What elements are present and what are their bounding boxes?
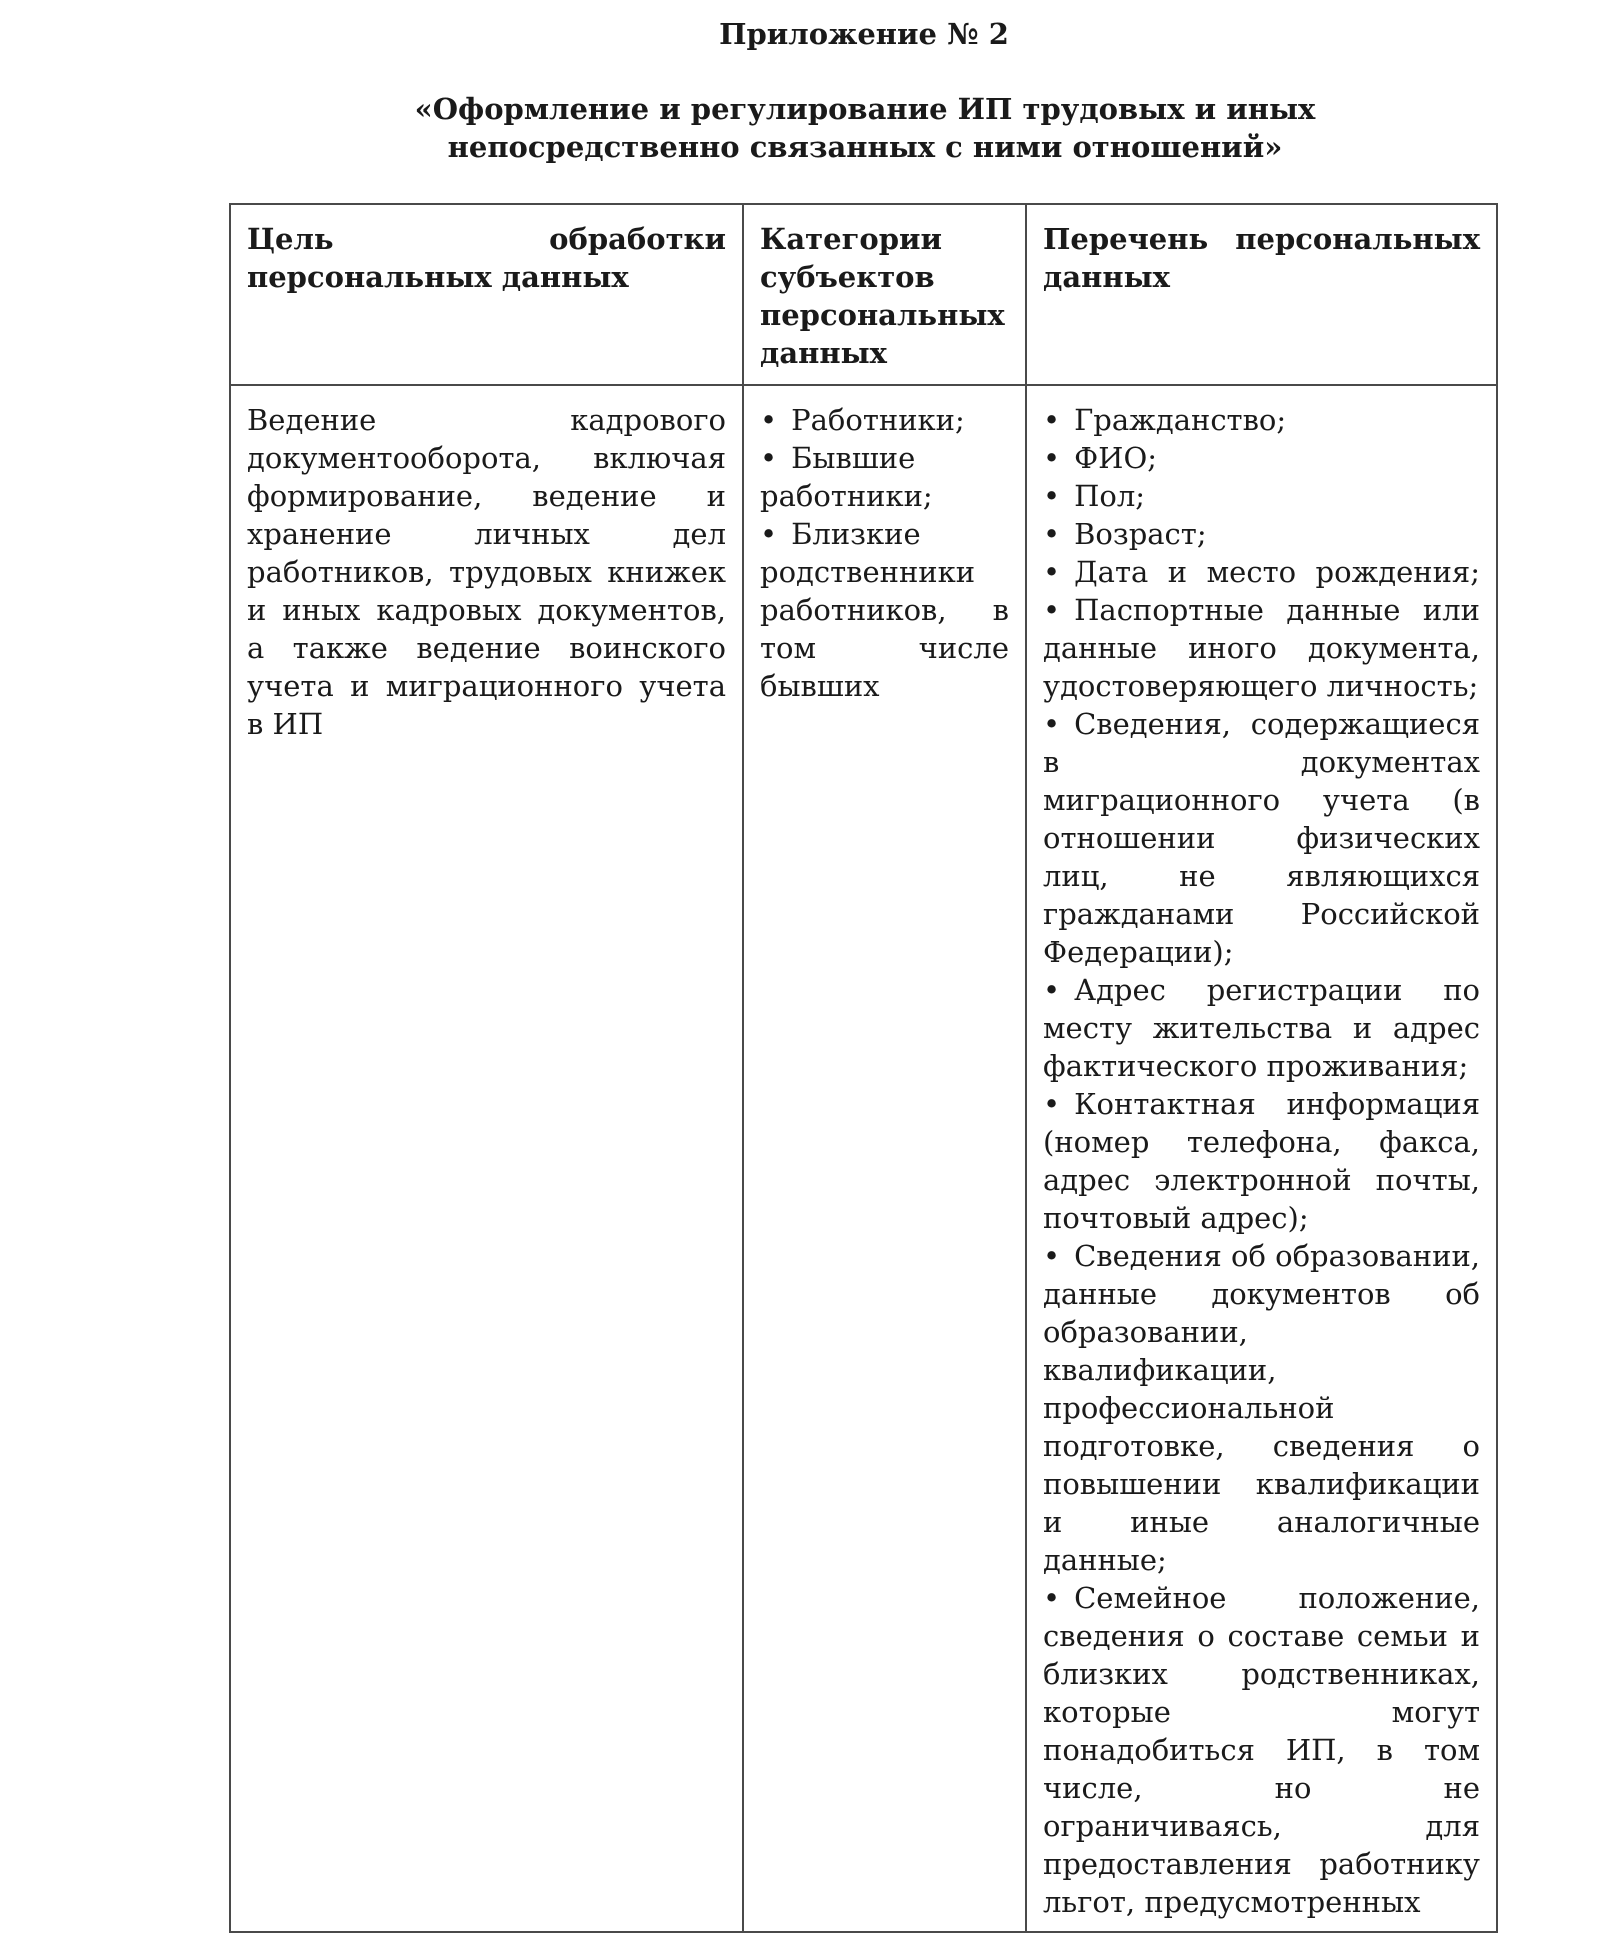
header-subjects: Категории субъектов персональных данных	[743, 204, 1026, 385]
bullet-icon: •	[1043, 593, 1061, 627]
list-item	[1043, 401, 1480, 439]
data-item-text: Дата и место рождения;	[1074, 555, 1480, 589]
list-item	[1043, 439, 1480, 477]
list-item	[1043, 477, 1480, 515]
data-item-text: Адрес регистрации по месту жительства и адрес фактического проживания;	[1043, 973, 1480, 1083]
list-item	[760, 515, 1009, 705]
subjects-list	[760, 401, 1009, 705]
personal-data-table	[229, 203, 1498, 1933]
header-purpose: Цель обработки персональных данных	[230, 204, 743, 385]
list-item	[1043, 1085, 1480, 1237]
purpose-text: Ведение кадрового документооборота, включая формирование, ведение и хранение личных дел работников, трудовых книжек и иных кадровых документов, а также ведение воинского учета и миграционного учета в ИП	[247, 403, 726, 741]
data-item-text: Паспортные данные или данные иного документа, удостоверяющего личность;	[1043, 593, 1480, 703]
list-item	[1043, 971, 1480, 1085]
data-item-text: Возраст;	[1074, 517, 1207, 551]
list-item	[1043, 591, 1480, 705]
subject-text: Близкие родственники работников, в том числе бывших	[760, 517, 1009, 703]
data-item-text: Семейное положение, сведения о составе семьи и близких родственниках, которые могут понадобиться ИП, в том числе, но не ограничиваясь, для предоставления работнику льгот, предусмотренных	[1043, 1581, 1480, 1919]
subjects-cell	[743, 385, 1026, 1932]
appendix-title: Приложение № 2	[719, 17, 1009, 51]
data-item-text: Сведения, содержащиеся в документах миграционного учета (в отношении физических лиц, не являющихся гражданами Российской Федерации);	[1043, 707, 1480, 969]
data-list-cell	[1026, 385, 1497, 1932]
list-item	[1043, 515, 1480, 553]
data-item-text: Пол;	[1074, 479, 1146, 513]
purpose-cell	[230, 385, 743, 1932]
bullet-icon: •	[1043, 1581, 1061, 1615]
list-item	[1043, 705, 1480, 971]
bullet-icon: •	[1043, 479, 1061, 513]
list-item	[760, 439, 1009, 515]
bullet-icon: •	[1043, 517, 1061, 551]
bullet-icon: •	[1043, 973, 1061, 1007]
bullet-icon: •	[1043, 555, 1061, 589]
bullet-icon: •	[1043, 1239, 1061, 1273]
table-row	[230, 385, 1497, 1932]
list-item	[1043, 1237, 1480, 1579]
bullet-icon: •	[760, 403, 778, 437]
data-items-list	[1043, 401, 1480, 1921]
subject-text: Работники;	[791, 403, 965, 437]
data-item-text: ФИО;	[1074, 441, 1158, 475]
data-item-text: Гражданство;	[1074, 403, 1287, 437]
bullet-icon: •	[1043, 707, 1061, 741]
bullet-icon: •	[760, 517, 778, 551]
bullet-icon: •	[760, 441, 778, 475]
table-header-row	[230, 204, 1497, 385]
bullet-icon: •	[1043, 441, 1061, 475]
bullet-icon: •	[1043, 403, 1061, 437]
data-item-text: Контактная информация (номер телефона, факса, адрес электронной почты, почтовый адрес);	[1043, 1087, 1480, 1235]
header-data-list: Перечень персональных данных	[1026, 204, 1497, 385]
document-title: «Оформление и регулирование ИП трудовых и иных непосредственно связанных с ними отношений»	[414, 92, 1316, 164]
list-item	[1043, 553, 1480, 591]
data-item-text: Сведения об образовании, данные документов об образовании, квалификации, профессиональной подготовке, сведения о повышении квалификации и иные аналогичные данные;	[1043, 1239, 1480, 1577]
subject-text: Бывшие работники;	[760, 441, 933, 513]
list-item	[760, 401, 1009, 439]
list-item	[1043, 1579, 1480, 1921]
bullet-icon: •	[1043, 1087, 1061, 1121]
